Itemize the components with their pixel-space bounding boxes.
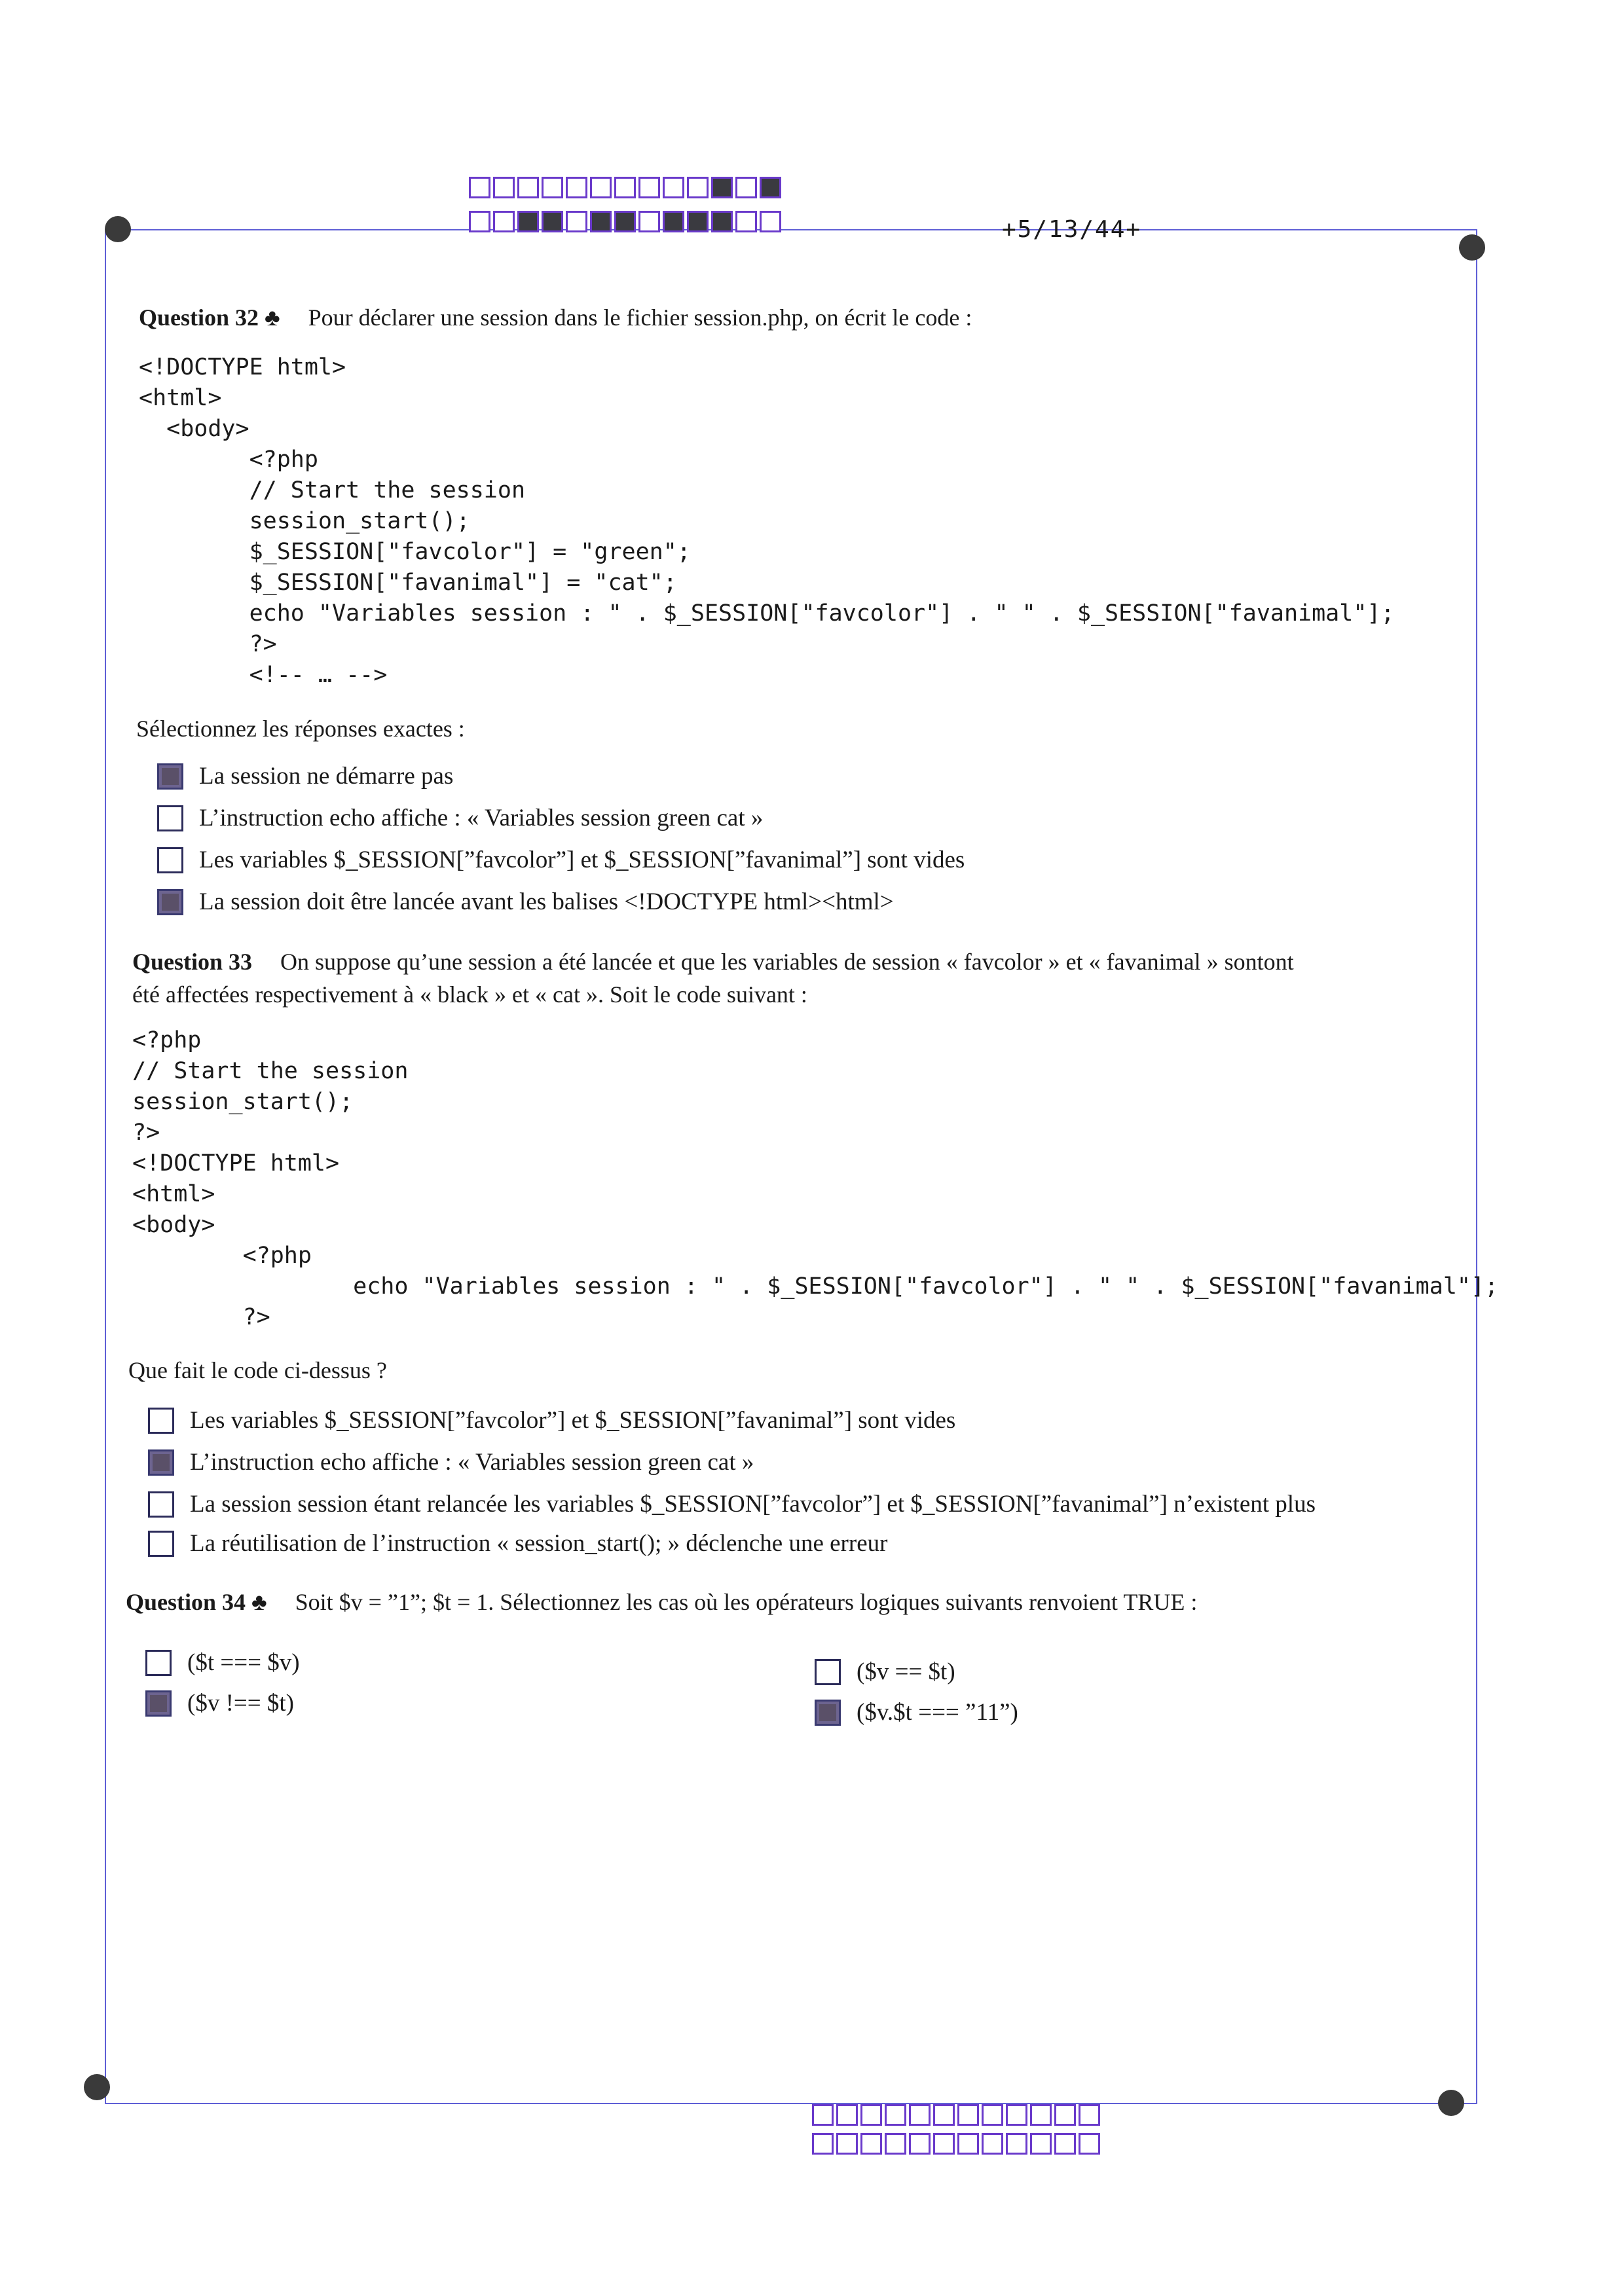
club-icon: ♣ [265,304,280,331]
registration-mark-bottom-right [1438,2090,1464,2116]
checkbox-checked[interactable] [815,1700,841,1726]
q34-answer-3[interactable]: ($v == $t) [815,1658,955,1686]
id-boxes-top-row-2 [469,211,781,232]
question-34-header [126,1587,1197,1618]
id-boxes-bottom-row-2 [812,2133,1100,2155]
q33-answer-2[interactable]: L’instruction echo affiche : « Variables session green cat » [148,1448,754,1476]
club-icon: ♣ [251,1589,267,1615]
question-34-label: Question 34 ♣ [126,1589,267,1615]
id-boxes-bottom-row-1 [812,2104,1100,2126]
q32-answer-4[interactable]: La session doit être lancée avant les balises <!DOCTYPE html><html> [157,888,894,916]
q33-answer-4[interactable]: La réutilisation de l’instruction « session_start(); » déclenche une erreur [148,1529,887,1558]
checkbox[interactable] [148,1491,174,1518]
checkbox[interactable] [148,1408,174,1434]
question-32-prompt: Pour déclarer une session dans le fichier session.php, on écrit le code : [308,304,972,331]
q34-answer-4[interactable]: ($v.$t === ”11”) [815,1698,1018,1726]
checkbox[interactable] [157,847,183,873]
question-32-header [139,302,972,333]
question-32-label: Question 32 ♣ [139,304,280,331]
q33-answer-3[interactable]: La session session étant relancée les variables $_SESSION[”favcolor”] et $_SESSION[”favanimal”] n’existent plus [148,1490,1316,1518]
q32-answer-1[interactable]: La session ne démarre pas [157,762,453,790]
checkbox-checked[interactable] [157,889,183,915]
q32-answer-2[interactable]: L’instruction echo affiche : « Variables session green cat » [157,804,763,832]
registration-mark-top-left [105,216,131,242]
checkbox-checked[interactable] [145,1690,172,1717]
page-code: +5/13/44+ [1002,216,1142,243]
q32-answer-3[interactable]: Les variables $_SESSION[”favcolor”] et $_SESSION[”favanimal”] sont vides [157,846,965,874]
checkbox[interactable] [145,1650,172,1676]
question-33-question: Que fait le code ci-dessus ? [128,1357,387,1383]
checkbox[interactable] [157,805,183,831]
question-33-prompt-line-2: été affectées respectivement à « black » et « cat ». Soit le code suivant : [132,981,807,1008]
question-34-prompt: Soit $v = ”1”; $t = 1. Sélectionnez les cas où les opérateurs logiques suivants renvoient TRUE : [295,1589,1198,1615]
checkbox-checked[interactable] [148,1449,174,1476]
question-32-code: <!DOCTYPE html> <html> <body> <?php // Start the session session_start(); $_SESSION["favcolor"] = "green"; $_SESSION["favanimal"] = "cat"; echo "Variables session : " . $_SESSION["favcolor"] . " " . $_SESSION["favanimal"]; ?> <!-- … --> [139,354,1395,688]
question-33-header [132,947,1294,977]
question-33-code: <?php // Start the session session_start(); ?> <!DOCTYPE html> <html> <body> <?php echo "Variables session : " . $_SESSION["favcolor"] . " " . $_SESSION["favanimal"]; ?> [132,1027,1499,1330]
registration-mark-bottom-left [84,2074,110,2100]
q34-answer-2[interactable]: ($v !== $t) [145,1689,294,1717]
q34-answer-1[interactable]: ($t === $v) [145,1649,300,1677]
checkbox-checked[interactable] [157,763,183,790]
question-33-prompt-line-1: On suppose qu’une session a été lancée et que les variables de session « favcolor » et « favanimal » sontont [280,949,1294,975]
registration-mark-top-right [1459,234,1485,261]
id-boxes-top-row-1 [469,177,781,198]
checkbox[interactable] [148,1531,174,1557]
checkbox[interactable] [815,1659,841,1685]
q33-answer-1[interactable]: Les variables $_SESSION[”favcolor”] et $_SESSION[”favanimal”] sont vides [148,1406,955,1434]
question-32-instruction: Sélectionnez les réponses exactes : [136,716,465,742]
question-33-label: Question 33 [132,949,253,975]
